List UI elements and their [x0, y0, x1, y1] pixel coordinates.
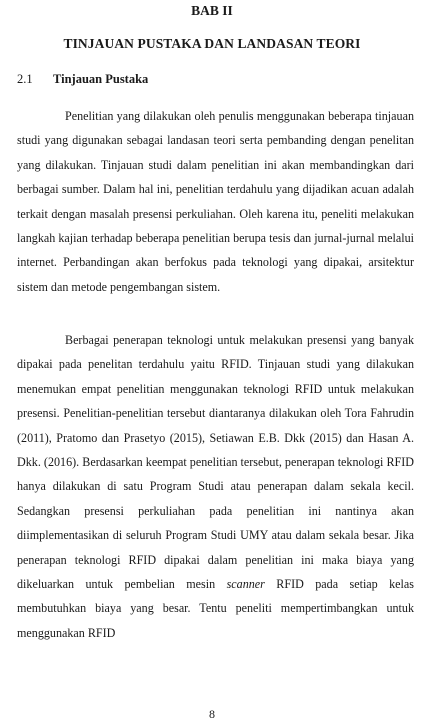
paragraph-text: RFID pada setiap kelas membutuhkan biaya yang besar. Tentu peneliti mempertimbangkan untuk menggunakan RFID [17, 577, 414, 640]
section-title: Tinjauan Pustaka [53, 72, 149, 86]
section-heading [17, 71, 148, 87]
paragraph-text: Berbagai penerapan teknologi untuk melakukan presensi yang banyak dipakai pada penelitan terdahulu yaitu RFID. Tinjauan studi yang dilakukan menemukan empat penelitian menggunakan teknologi RFID untuk melakukan presensi. Penelitian-penelitian tersebut diantaranya dilakukan oleh Tora Fahrudin (2011), Pratomo dan Prasetyo (2015), Setiawan E.B. Dkk (2015) dan Hasan A. Dkk. (2016). Berdasarkan keempat penelitian tersebut, penerapan teknologi RFID hanya dilakukan di satu Program Studi atau penerapan dalam sekala kecil. Sedangkan presensi perkuliahan pada penelitian ini nantinya akan diimplementasikan di seluruh Program Studi UMY atau dalam sekala besar. Jika penerapan teknologi RFID dipakai dalam penelitian ini maka biaya yang dikeluarkan untuk pembelian mesin [17, 333, 414, 592]
body-paragraph: Penelitian yang dilakukan oleh penulis menggunakan beberapa tinjauan studi yang digunakan sebagai landasan teori serta pembanding dengan penelitan yang dilakukan. Tinjauan studi dalam penelitian ini akan membandingkan dari berbagai sumber. Dalam hal ini, penelitian terdahulu yang dijadikan acuan adalah terkait dengan masalah presensi perkuliahan. Oleh karena itu, peneliti melakukan langkah kajian terhadap beberapa penelitian berupa tesis dan jurnal-jurnal melalui internet. Perbandingan akan berfokus pada teknologi yang dipakai, arsitektur sistem dan metode pengembangan sistem. [17, 109, 414, 294]
section-number: 2.1 [17, 72, 33, 86]
body-paragraph [17, 328, 414, 645]
italic-term: scanner [226, 577, 265, 592]
chapter-heading: BAB II [191, 3, 233, 18]
page-number: 8 [209, 707, 215, 721]
chapter-title: TINJAUAN PUSTAKA DAN LANDASAN TEORI [63, 36, 361, 51]
